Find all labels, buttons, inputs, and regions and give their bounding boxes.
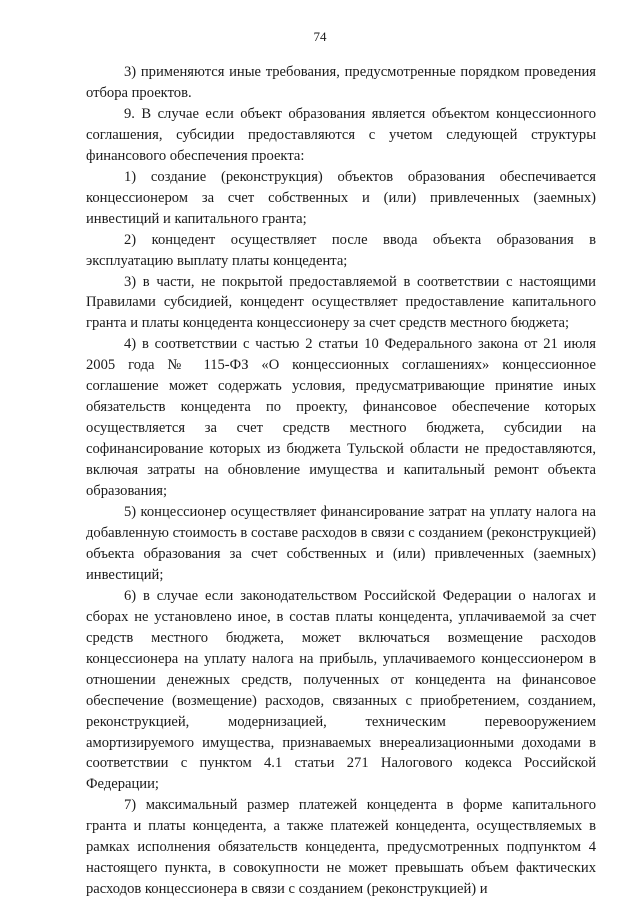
paragraph-clause-9: 9. В случае если объект образования является объектом концессионного соглашения, субсидии предоставляются с учетом следующей структуры финансового обеспечения проекта: (86, 105, 596, 164)
paragraph-item-6: 6) в случае если законодательством Российской Федерации о налогах и сборах не установлено иное, в состав платы концедента, уплачиваемой за счет средств местного бюджета, может включаться возмещение расходов концессионера на уплату налога на прибыль, уплачиваемого концессионером в отношении денежных средств, полученных от концедента на финансовое обеспечение (возмещение) расходов, связанных с приобретением, созданием, реконструкцией, модернизацией, техническим перевооружением амортизируемого имущества, признаваемых внереализационными доходами в соответствии с пунктом 4.1 статьи 271 Налогового кодекса Российской Федерации; (86, 587, 596, 793)
paragraph-item-1: 1) создание (реконструкция) объектов образования обеспечивается концессионером за счет собственных и (или) привлеченных (заемных) инвестиций и капитального гранта; (86, 168, 596, 227)
paragraph-item-3-requirements: 3) применяются иные требования, предусмотренные порядком проведения отбора проектов. (86, 64, 596, 101)
paragraph-item-4: 4) в соответствии с частью 2 статьи 10 Федерального закона от 21 июля 2005 года № 115-ФЗ «О концессионных соглашениях» концессионное соглашение может содержать условия, предусматривающие принятие иных обязательств концедента по проекту, финансовое обеспечение которых осуществляется за счет средств местного бюджета, субсидии на софинансирование которых из бюджета Тульской области не предоставляются, включая затраты на обновление имущества и капитальный ремонт объекта образования; (86, 336, 596, 500)
paragraph-item-5: 5) концессионер осуществляет финансирование затрат на уплату налога на добавленную стоимость в составе расходов в связи с созданием (реконструкцией) объекта образования за счет собственных и (или) привлеченных (заемных) инвестиций; (86, 504, 596, 583)
paragraph-item-3: 3) в части, не покрытой предоставляемой в соответствии с настоящими Правилами субсидией, концедент осуществляет предоставление капитального гранта и платы концедента концессионеру за счет средств местного бюджета; (86, 273, 596, 332)
paragraph-item-2: 2) концедент осуществляет после ввода объекта образования в эксплуатацию выплату платы концедента; (86, 231, 596, 269)
page-number: 74 (313, 29, 327, 44)
paragraph-item-7: 7) максимальный размер платежей концедента в форме капитального гранта и платы концедента, а также платежей концедента, осуществляемых в рамках исполнения обязательств концедента, предусмотренных подпунктом 4 настоящего пункта, в совокупности не может превышать объем фактических расходов концессионера в связи с созданием (реконструкцией) и (86, 797, 596, 898)
document-body (86, 62, 596, 900)
